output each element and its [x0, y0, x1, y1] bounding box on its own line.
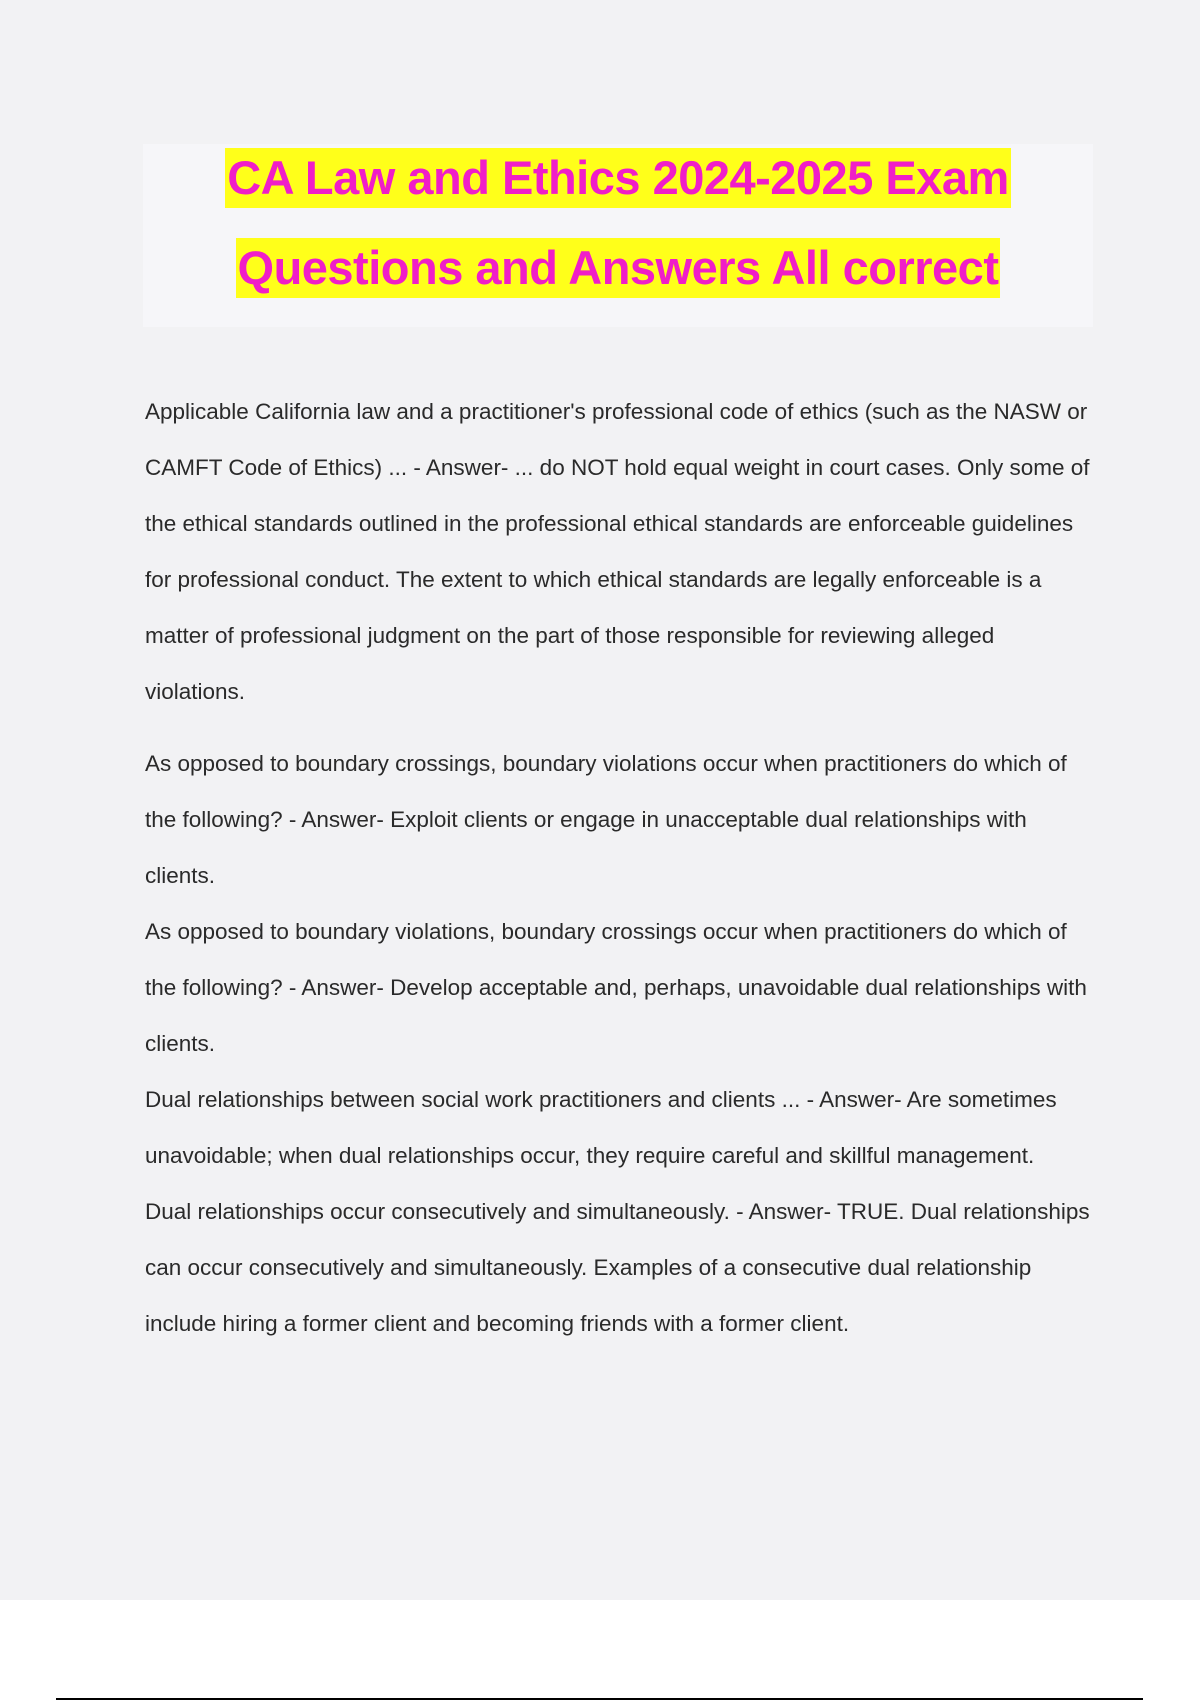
- qa-item-5: Dual relationships occur consecutively and simultaneously. - Answer- TRUE. Dual relationships can occur consecutively and simultaneously. Examples of a consecutive dual relationship include hiring a former client and becoming friends with a former client.: [145, 1199, 1090, 1336]
- qa-item-1: Applicable California law and a practitioner's professional code of ethics (such as the NASW or CAMFT Code of Ethics) ... - Answer- ... do NOT hold equal weight in court cases. Only some of the ethical standards outlined in the professional ethical standards are enforceable guidelines for professional conduct. The extent to which ethical standards are legally enforceable is a matter of professional judgment on the part of those responsible for reviewing alleged violations.: [145, 399, 1090, 704]
- qa-content: [145, 384, 1095, 1352]
- document-title-line-1: CA Law and Ethics 2024-2025 Exam: [225, 148, 1011, 208]
- qa-item-4: Dual relationships between social work practitioners and clients ... - Answer- Are sometimes unavoidable; when dual relationships occur, they require careful and skillful management.: [145, 1087, 1057, 1168]
- qa-item-3: As opposed to boundary violations, boundary crossings occur when practitioners do which of the following? - Answer- Develop acceptable and, perhaps, unavoidable dual relationships with clients.: [145, 919, 1087, 1056]
- document-title-line-2: Questions and Answers All correct: [236, 238, 1001, 298]
- qa-item-2: As opposed to boundary crossings, boundary violations occur when practitioners do which of the following? - Answer- Exploit clients or engage in unacceptable dual relationships with clients.: [145, 751, 1067, 888]
- title-block: [143, 144, 1093, 327]
